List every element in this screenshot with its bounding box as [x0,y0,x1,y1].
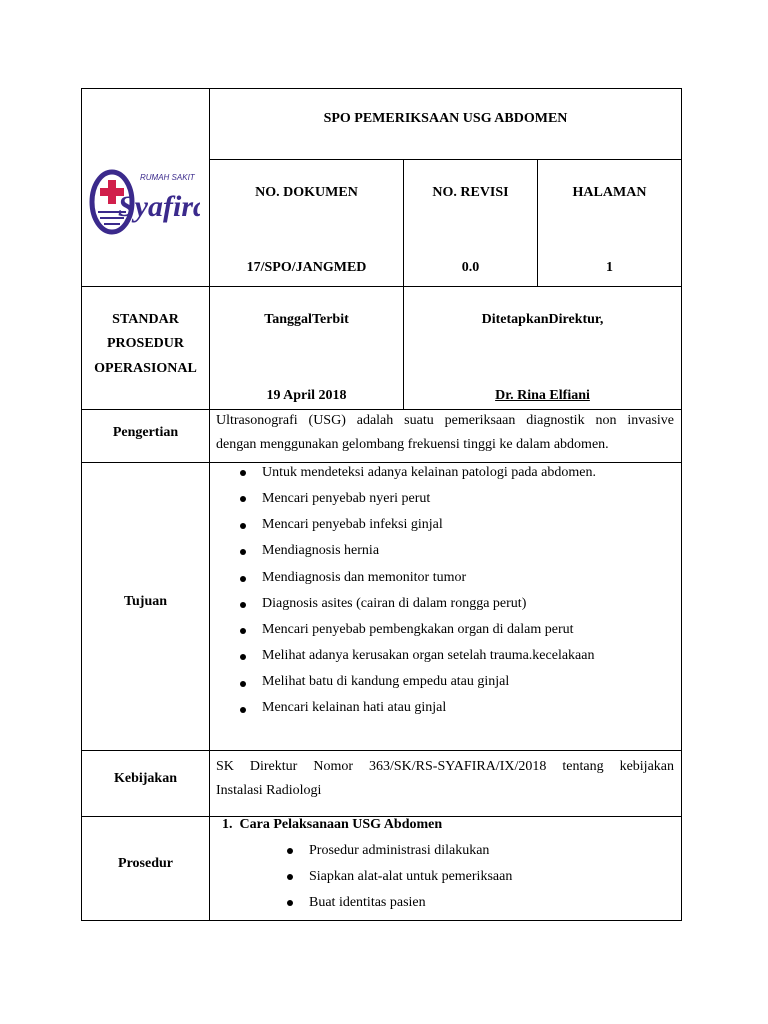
table-rule [81,286,682,287]
prosedur-item: Buat identitas pasien [309,895,426,910]
pengertian-line2: dengan menggunakan gelombang frekuensi tinggi ke dalam abdomen. [216,437,609,452]
bullet-icon [240,654,246,660]
page-label: HALAMAN [572,185,647,200]
pengertian-label: Pengertian [112,425,179,440]
tujuan-item: Melihat batu di kandung empedu atau ginjal [262,674,510,689]
prosedur-heading: 1. Cara Pelaksanaan USG Abdomen [222,817,443,832]
issue-date-label: TanggalTerbit [264,312,349,327]
doc-number-label: NO. DOKUMEN [255,185,358,200]
tujuan-item: Mencari penyebab nyeri perut [262,491,431,506]
table-border-bottom [81,920,682,921]
revision-number: 0.0 [461,260,480,275]
bullet-icon [240,602,246,608]
bullet-icon [240,628,246,634]
tujuan-item: Mencari penyebab infeksi ginjal [262,517,443,532]
bullet-icon [240,576,246,582]
table-rule [209,159,682,160]
tujuan-item: Diagnosis asites (cairan di dalam rongga perut) [262,596,527,611]
bullet-icon [287,900,293,906]
svg-text:RUMAH SAKIT: RUMAH SAKIT [140,173,195,182]
director-name: Dr. Rina Elfiani [495,388,590,403]
doc-number: 17/SPO/JANGMED [246,260,367,275]
tujuan-label: Tujuan [123,594,168,609]
svg-text:Syafira: Syafira [118,190,200,223]
issue-date: 19 April 2018 [266,388,347,403]
table-border-top [81,88,682,89]
pengertian-line1: Ultrasonografi (USG) adalah suatu pemeriksaan diagnostik non invasive [216,413,674,428]
tujuan-item: Melihat adanya kerusakan organ setelah trauma.kecelakaan [262,648,595,663]
bullet-icon [240,523,246,529]
prosedur-item: Prosedur administrasi dilakukan [309,843,490,858]
page-number: 1 [606,260,613,275]
bullet-icon [287,874,293,880]
tujuan-item: Untuk mendeteksi adanya kelainan patologi pada abdomen. [262,465,596,480]
revision-label: NO. REVISI [432,185,509,200]
table-border-left [81,88,82,921]
spo-label-line3: OPERASIONAL [94,361,197,376]
bullet-icon [287,848,293,854]
kebijakan-line2: Instalasi Radiologi [216,783,322,798]
tujuan-item: Mencari kelainan hati atau ginjal [262,700,447,715]
table-border-right [681,88,682,921]
tujuan-item: Mendiagnosis dan memonitor tumor [262,570,467,585]
kebijakan-line1: SK Direktur Nomor 363/SK/RS-SYAFIRA/IX/2018 tentang kebijakan [216,759,674,774]
bullet-icon [240,707,246,713]
table-rule [81,750,682,751]
table-column-rule [209,88,210,921]
prosedur-item: Siapkan alat-alat untuk pemeriksaan [309,869,513,884]
bullet-icon [240,470,246,476]
kebijakan-label: Kebijakan [113,771,177,786]
tujuan-item: Mencari penyebab pembengkakan organ di dalam perut [262,622,574,637]
hospital-logo [88,160,200,240]
bullet-icon [240,549,246,555]
bullet-icon [240,496,246,502]
prosedur-label: Prosedur [118,856,173,871]
spo-label-line1: STANDAR [112,312,179,327]
table-rule [81,409,682,410]
document-title: SPO PEMERIKSAAN USG ABDOMEN [323,111,568,126]
tujuan-item: Mendiagnosis hernia [262,543,380,558]
approved-by-label: DitetapkanDirektur, [481,312,604,327]
spo-label-line2: PROSEDUR [106,336,184,351]
bullet-icon [240,681,246,687]
